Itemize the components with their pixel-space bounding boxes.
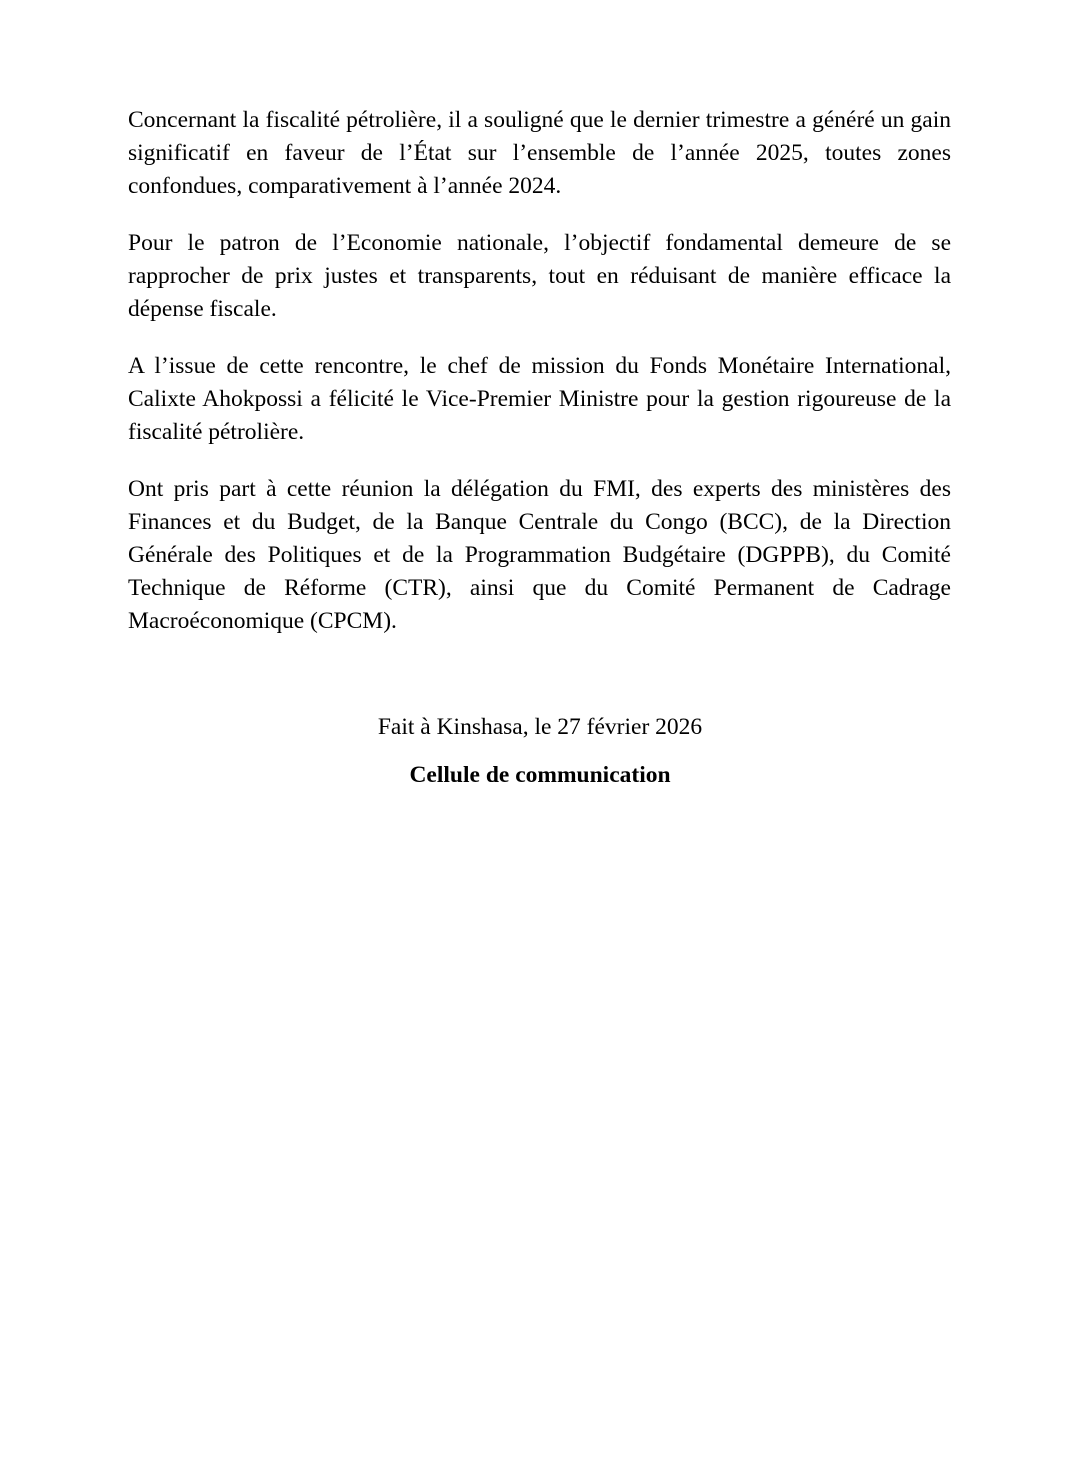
document-body [128,104,951,662]
signature: Cellule de communication [409,762,671,788]
closing-block [0,711,1080,792]
paragraph-oil-taxation: Concernant la fiscalité pétrolière, il a souligné que le dernier trimestre a généré un gain significatif en faveur de l’État sur l’ensemble de l’année 2025, toutes zones confondues, comparativement à l’année 2024. [128,107,951,199]
place-date: Fait à Kinshasa, le 27 février 2026 [377,714,703,740]
paragraph-economy-objective: Pour le patron de l’Economie nationale, l’objectif fondamental demeure de se rapprocher de prix justes et transparents, tout en réduisant de manière efficace la dépense fiscale. [128,230,951,322]
paragraph-imf-congratulations: A l’issue de cette rencontre, le chef de mission du Fonds Monétaire International, Calixte Ahokpossi a félicité le Vice-Premier Ministre pour la gestion rigoureuse de la fiscalité pétrolière. [128,353,951,445]
paragraph-participants: Ont pris part à cette réunion la délégation du FMI, des experts des ministères des Finances et du Budget, de la Banque Centrale du Congo (BCC), de la Direction Générale des Politiques et de la Programmation Budgétaire (DGPPB), du Comité Technique de Réforme (CTR), ainsi que du Comité Permanent de Cadrage Macroéconomique (CPCM). [128,476,951,634]
